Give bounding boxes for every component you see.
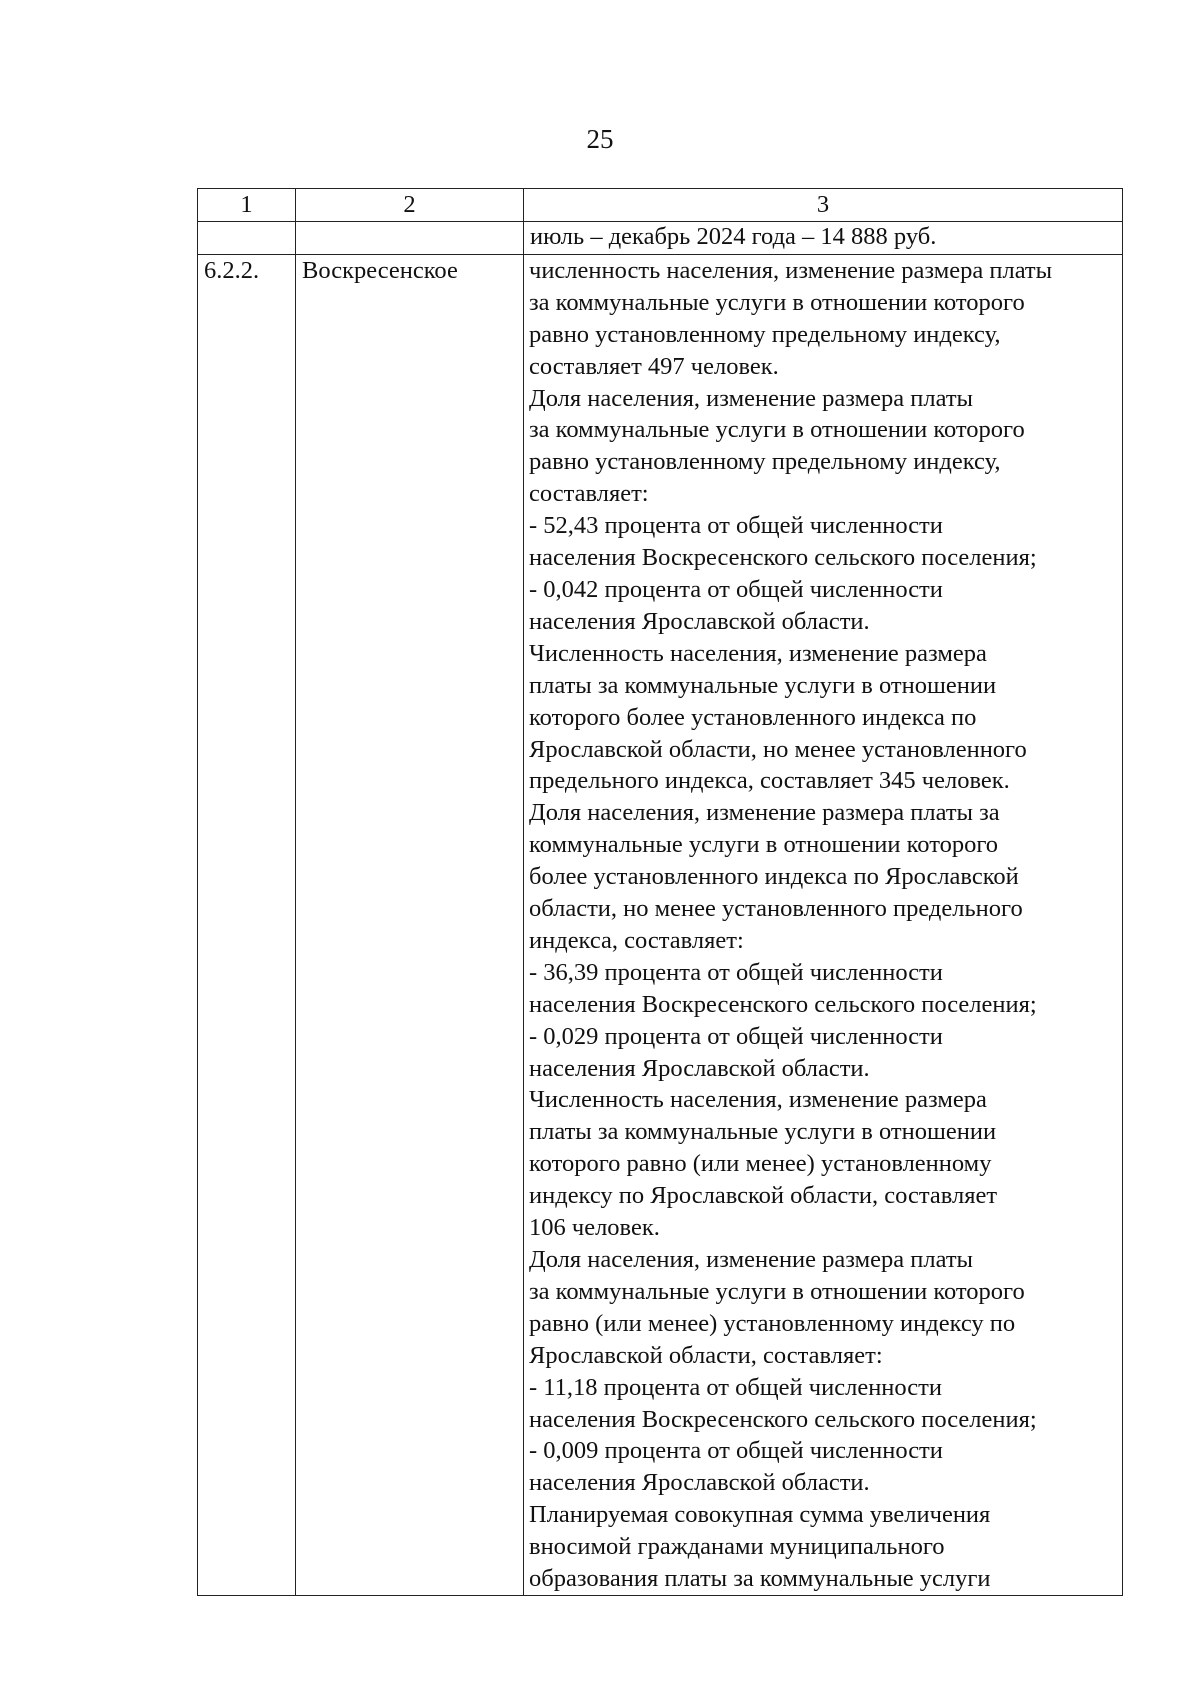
column-number-header-3: 3 [524,189,1123,222]
description-line: равно (или менее) установленному индексу по [529,1309,1016,1337]
description-line: индексу по Ярославской области, составляет [529,1182,998,1210]
page-number: 25 [586,124,614,154]
description-line: Доля населения, изменение размера платы за [529,799,1000,827]
description-line: коммунальные услуги в отношении которого [529,831,999,859]
description-line: равно установленному предельному индексу, [529,448,1001,476]
description-line: Доля населения, изменение размера платы [529,1246,973,1273]
description-line: - 0,029 процента от общей численности [529,1022,943,1050]
description-line: за коммунальные услуги в отношении которого [529,288,1025,316]
description-line: Доля населения, изменение размера платы [529,384,973,412]
continuation-row [198,221,1123,254]
description-line: образования платы за коммунальные услуги [529,1565,991,1593]
continuation-cell-1 [198,221,296,254]
description-line: индекса, составляет: [529,926,744,954]
description-line: Планируемая совокупная сумма увеличения [529,1501,991,1529]
description-line: 106 человек. [529,1214,660,1242]
description-line: составляет: [529,480,649,508]
document-table [197,188,1123,1596]
description-line: за коммунальные услуги в отношении которого [529,1277,1025,1305]
continuation-cell-3: июль – декабрь 2024 года – 14 888 руб. [524,221,1123,254]
description-line: области, но менее установленного предельного [529,895,1023,923]
description-line: - 36,39 процента от общей численности [529,958,943,986]
description-line: населения Ярославской области. [529,1469,870,1497]
description-line: - 11,18 процента от общей численности [529,1373,942,1401]
table-row [198,254,1123,1595]
description-line: Численность населения, изменение размера [529,1086,987,1114]
column-number-header-2: 2 [296,189,524,222]
description-line: за коммунальные услуги в отношении которого [529,416,1025,444]
description-line: численность населения, изменение размера платы [529,256,1053,284]
table-header-row [198,189,1123,222]
description-line: Ярославской области, составляет: [529,1341,883,1369]
description-line: населения Воскресенского сельского поселения; [529,544,1037,572]
description-line: - 0,042 процента от общей численности [529,575,943,603]
item-number: 6.2.2. [198,254,296,1595]
description-line: платы за коммунальные услуги в отношении [529,671,997,699]
continuation-cell-2 [296,221,524,254]
description-line: населения Ярославской области. [529,607,870,635]
description-line: населения Ярославской области. [529,1054,870,1082]
description-line: Ярославской области, но менее установленного [529,735,1027,763]
description-line: населения Воскресенского сельского поселения; [529,1405,1037,1433]
description-line: вносимой гражданами муниципального [529,1533,945,1561]
description-cell [524,254,1123,1595]
description-line: равно установленному предельному индексу, [529,320,1001,348]
settlement-name: Воскресенское [296,254,524,1595]
description-line: составляет 497 человек. [529,352,779,380]
description-line: платы за коммунальные услуги в отношении [529,1118,997,1146]
description-line: - 0,009 процента от общей численности [529,1437,943,1465]
description-line: предельного индекса, составляет 345 человек. [529,767,1010,795]
description-line: населения Воскресенского сельского поселения; [529,990,1037,1018]
description-line: Численность населения, изменение размера [529,639,987,667]
description-line: - 52,43 процента от общей численности [529,512,943,540]
description-line: которого равно (или менее) установленному [529,1150,992,1178]
column-number-header-1: 1 [198,189,296,222]
description-line: более установленного индекса по Ярославской [529,863,1019,891]
description-line: которого более установленного индекса по [529,703,977,731]
